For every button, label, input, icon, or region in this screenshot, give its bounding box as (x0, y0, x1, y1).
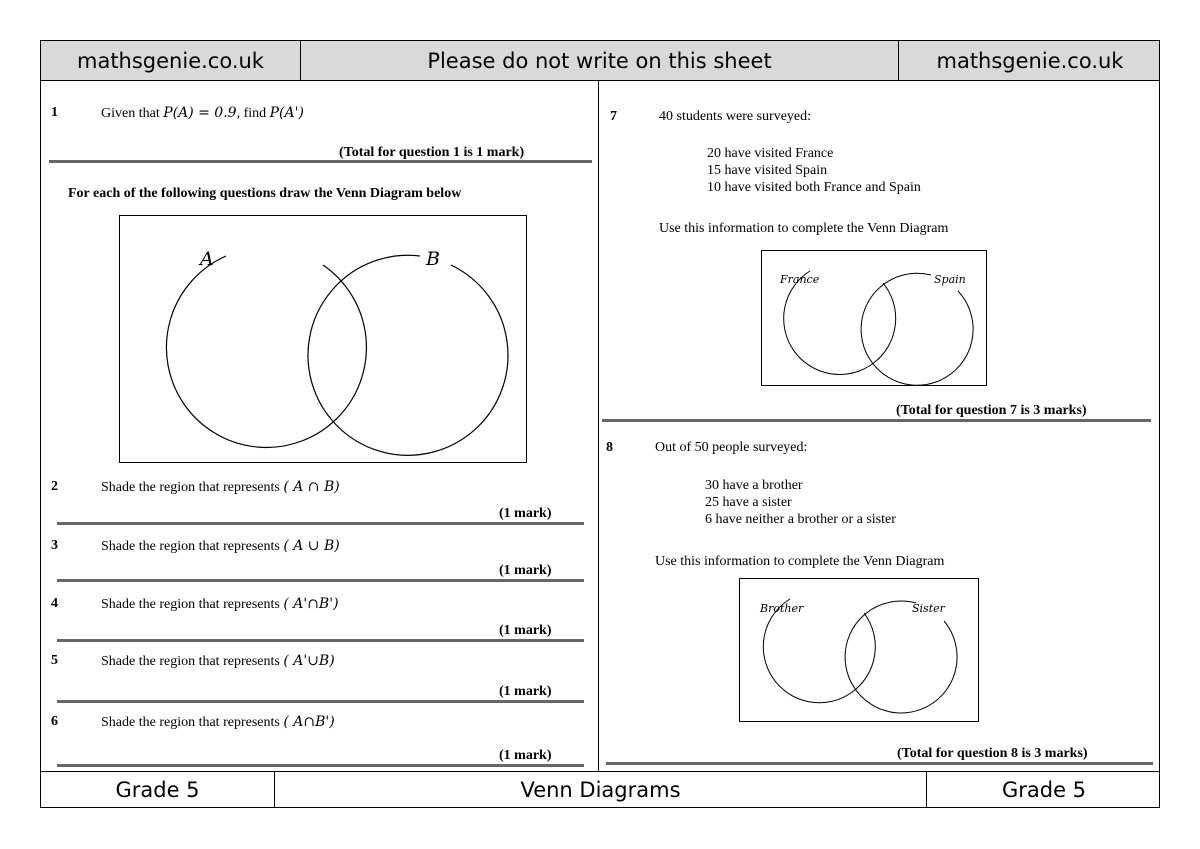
question-7-rule (602, 419, 1151, 422)
q4-text: Shade the region that represents (101, 597, 280, 612)
header-bar (41, 41, 1159, 81)
question-5-text (101, 653, 335, 670)
question-4-mark: (1 mark) (499, 623, 552, 638)
q7-circle-france (784, 271, 896, 374)
q7-fact-3: 10 have visited both France and Spain (707, 180, 921, 195)
q7-fact-1: 20 have visited France (707, 146, 834, 161)
question-2-mark: (1 mark) (499, 506, 552, 521)
footer-grade-right: Grade 5 (1001, 777, 1087, 802)
q6-text: Shade the region that represents (101, 715, 280, 730)
question-1-rule (49, 160, 592, 163)
label-b: B (426, 248, 440, 270)
question-3-rule (57, 579, 584, 582)
question-1-text (101, 105, 304, 122)
question-6-text (101, 714, 335, 731)
question-6-mark: (1 mark) (499, 748, 552, 763)
question-7-number: 7 (610, 109, 617, 124)
q7-venn-drawing (762, 251, 986, 385)
question-3-number: 3 (51, 538, 58, 553)
q4-expression: ( A'∩B') (283, 596, 339, 612)
q5-expression: ( A'∪B) (283, 653, 335, 669)
q8-circle-sister (845, 601, 957, 713)
q3-text: Shade the region that represents (101, 539, 280, 554)
question-7-intro: 40 students were surveyed: (659, 109, 812, 124)
worksheet (40, 40, 1160, 808)
question-4-number: 4 (51, 596, 58, 611)
footer-bar (41, 771, 1159, 807)
question-4-text (101, 596, 339, 613)
q8-fact-1: 30 have a brother (705, 478, 803, 493)
main-venn-diagram (119, 215, 527, 463)
footer-topic: Venn Diagrams (275, 772, 927, 807)
q8-label-brother: Brother (760, 602, 804, 615)
question-4-rule (57, 639, 584, 642)
q8-venn-diagram (739, 578, 979, 722)
q7-fact-2: 15 have visited Spain (707, 163, 828, 178)
label-a: A (200, 248, 214, 270)
venn-instruction: For each of the following questions draw the Venn Diagram below (68, 186, 462, 201)
question-5-mark: (1 mark) (499, 684, 552, 699)
q6-expression: ( A∩B') (283, 714, 335, 730)
question-6-number: 6 (51, 714, 58, 729)
question-8-number: 8 (606, 440, 613, 455)
q5-text: Shade the region that represents (101, 654, 280, 669)
column-divider (598, 81, 599, 773)
q8-venn-drawing (740, 579, 978, 721)
question-1-total: (Total for question 1 is 1 mark) (339, 145, 525, 160)
question-1-number: 1 (51, 105, 58, 120)
q7-circle-spain (861, 273, 973, 385)
question-3-mark: (1 mark) (499, 563, 552, 578)
q1-text-pre: Given that (101, 106, 164, 121)
footer-grade-left: Grade 5 (41, 772, 275, 807)
question-7-instruction: Use this information to complete the Venn Diagram (659, 221, 949, 236)
q1-given-expression: P(A) = 0.9 (163, 105, 237, 121)
q2-text: Shade the region that represents (101, 480, 280, 495)
question-2-rule (57, 522, 584, 525)
q8-fact-3: 6 have neither a brother or a sister (705, 512, 896, 527)
q1-find-expression: P(A') (269, 105, 304, 121)
question-8-total: (Total for question 8 is 3 marks) (897, 746, 1088, 761)
q7-label-spain: Spain (934, 273, 966, 286)
header-site-left: mathsgenie.co.uk (41, 41, 301, 80)
question-2-text (101, 479, 340, 496)
question-2-number: 2 (51, 479, 58, 494)
header-notice: Please do not write on this sheet (301, 41, 899, 80)
main-venn-drawing (120, 216, 526, 462)
q3-expression: ( A ∪ B) (283, 538, 340, 554)
q8-label-sister: Sister (912, 602, 945, 615)
q2-expression: ( A ∩ B) (283, 479, 340, 495)
question-5-rule (57, 700, 584, 703)
question-8-rule (606, 762, 1153, 765)
question-8-instruction: Use this information to complete the Venn Diagram (655, 554, 945, 569)
question-6-rule (57, 764, 584, 767)
q8-fact-2: 25 have a sister (705, 495, 792, 510)
question-3-text (101, 538, 340, 555)
question-5-number: 5 (51, 653, 58, 668)
q7-venn-diagram (761, 250, 987, 386)
q1-text-mid: , find (236, 106, 270, 121)
header-site-right: mathsgenie.co.uk (936, 48, 1124, 73)
question-8-intro: Out of 50 people surveyed: (655, 440, 808, 455)
q7-label-france: France (780, 273, 820, 286)
question-8-facts (705, 477, 896, 528)
circle-b (308, 255, 508, 455)
question-7-total: (Total for question 7 is 3 marks) (896, 403, 1087, 418)
question-7-facts (707, 145, 921, 196)
